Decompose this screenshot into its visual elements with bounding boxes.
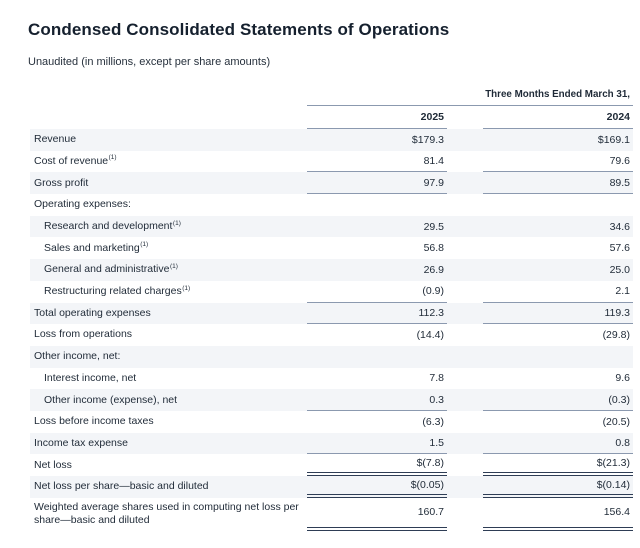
- value-2025: 0.3: [307, 389, 447, 411]
- row-label: General and administrative$^{(1)}$: [44, 262, 178, 276]
- table-row: [30, 216, 633, 238]
- footnote-marker: (1): [140, 241, 149, 249]
- table-row: [30, 151, 633, 173]
- footnote-marker: (1): [108, 154, 117, 162]
- value-2024: (29.8): [602, 329, 630, 342]
- value-2024: 156.4: [483, 498, 633, 532]
- column-gap: [447, 172, 483, 194]
- column-gap: [447, 368, 483, 390]
- footnote-marker: (1): [169, 262, 178, 270]
- value-2024: $169.1: [597, 133, 630, 146]
- page-title: Condensed Consolidated Statements of Operations: [28, 20, 450, 39]
- table-body: [30, 129, 633, 531]
- value-2025: 26.9: [423, 263, 444, 276]
- period-header-row: [30, 89, 633, 106]
- year-header-row: [30, 106, 633, 129]
- footnote-marker: (1): [182, 284, 191, 292]
- value-2025: $179.3: [411, 133, 444, 146]
- column-gap: [447, 237, 483, 259]
- row-label: Interest income, net: [44, 371, 137, 384]
- column-gap: [447, 324, 483, 346]
- value-2025: $(7.8): [307, 454, 447, 476]
- table-row: [30, 433, 633, 455]
- row-label: Income tax expense: [34, 436, 128, 449]
- value-2024: (20.5): [602, 415, 630, 428]
- column-gap: [447, 151, 483, 173]
- table-row: [30, 194, 633, 216]
- table-row: [30, 324, 633, 346]
- column-gap: [447, 476, 483, 498]
- row-label: Research and development$^{(1)}$: [44, 219, 181, 233]
- value-2025: 112.3: [307, 303, 447, 325]
- value-2024: [483, 194, 633, 216]
- table-row: [30, 259, 633, 281]
- value-2024: 89.5: [483, 172, 633, 194]
- table-row: [30, 476, 633, 498]
- value-2024: 119.3: [483, 303, 633, 325]
- value-2025: (0.9): [307, 281, 447, 303]
- column-gap: [447, 281, 483, 303]
- value-2025: $(0.05): [307, 476, 447, 498]
- table-row: [30, 411, 633, 433]
- row-label: Sales and marketing$^{(1)}$: [44, 241, 149, 254]
- row-label: Other income, net:: [34, 350, 121, 363]
- value-2025: 56.8: [423, 242, 444, 255]
- value-2024: (0.3): [483, 389, 633, 411]
- table-row: [30, 498, 633, 532]
- page-subtitle: Unaudited (in millions, except per share amounts): [28, 56, 271, 68]
- value-2025: 97.9: [307, 172, 447, 194]
- row-label: Cost of revenue$^{(1)}$: [34, 154, 117, 167]
- column-header-2025: 2025: [307, 106, 447, 129]
- row-label: Weighted average shares used in computing net loss per share—basic and diluted: [34, 501, 299, 527]
- value-2025: 29.5: [423, 220, 444, 233]
- column-gap: [447, 411, 483, 433]
- value-2024: 57.6: [609, 242, 630, 255]
- row-label: Net loss per share—basic and diluted: [34, 480, 209, 493]
- value-2024: 79.6: [483, 151, 633, 173]
- row-label: Total operating expenses: [34, 306, 151, 319]
- column-gap: [447, 303, 483, 325]
- value-2025: (14.4): [416, 329, 444, 342]
- value-2025: (6.3): [422, 415, 444, 428]
- row-label: Restructuring related charges$^{(1)}$: [44, 284, 191, 298]
- row-label: Other income (expense), net: [44, 393, 178, 406]
- row-label: Operating expenses:: [34, 198, 131, 211]
- column-gap: [447, 389, 483, 411]
- value-2024: $(21.3): [483, 454, 633, 476]
- table-row: [30, 368, 633, 390]
- column-gap: [447, 454, 483, 476]
- column-gap: [447, 129, 483, 151]
- statements-of-operations-table: [30, 89, 633, 531]
- value-2025: 1.5: [307, 433, 447, 455]
- row-label: Loss from operations: [34, 328, 133, 341]
- column-gap: [447, 498, 483, 532]
- table-row: [30, 346, 633, 368]
- row-label: Revenue: [34, 133, 77, 146]
- column-gap: [447, 194, 483, 216]
- value-2024: [483, 346, 633, 368]
- value-2024: 34.6: [609, 220, 630, 233]
- period-header-spacer: [30, 89, 307, 106]
- value-2025: [307, 194, 447, 216]
- row-label: Gross profit: [34, 176, 89, 189]
- table-row: [30, 389, 633, 411]
- table-row: [30, 172, 633, 194]
- table-row: [30, 237, 633, 259]
- column-gap: [447, 216, 483, 238]
- value-2025: 7.8: [429, 372, 444, 385]
- table-row: [30, 129, 633, 151]
- table-row: [30, 454, 633, 476]
- footnote-marker: (1): [172, 219, 181, 227]
- value-2025: [307, 346, 447, 368]
- column-gap: [447, 259, 483, 281]
- value-2024: 9.6: [615, 372, 630, 385]
- column-gap: [447, 433, 483, 455]
- row-label: Loss before income taxes: [34, 415, 154, 428]
- value-2025: 81.4: [307, 151, 447, 173]
- row-label: Net loss: [34, 458, 72, 471]
- value-2024: $(0.14): [483, 476, 633, 498]
- table-row: [30, 303, 633, 325]
- period-header: Three Months Ended March 31,: [307, 89, 633, 106]
- column-gap: [447, 346, 483, 368]
- table-row: [30, 281, 633, 303]
- value-2025: 160.7: [307, 498, 447, 532]
- value-2024: 0.8: [483, 433, 633, 455]
- column-gap: [447, 106, 483, 129]
- year-header-spacer: [30, 106, 307, 129]
- value-2024: 2.1: [483, 281, 633, 303]
- column-header-2024: 2024: [483, 106, 633, 129]
- value-2024: 25.0: [609, 263, 630, 276]
